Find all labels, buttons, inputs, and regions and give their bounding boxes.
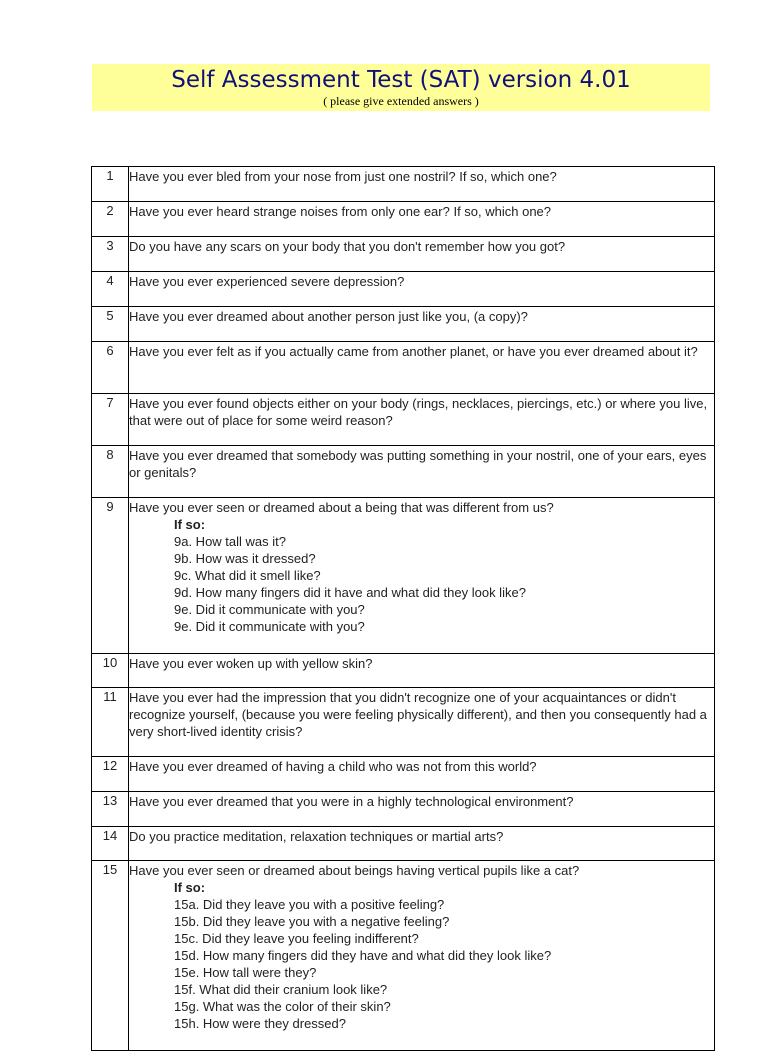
question-number: 9	[92, 498, 129, 654]
sub-question: 15f. What did their cranium look like?	[174, 982, 388, 997]
question-cell	[129, 861, 715, 1051]
question-cell	[129, 827, 715, 861]
question-cell	[129, 688, 715, 757]
table-row	[92, 827, 715, 861]
table-row	[92, 167, 715, 202]
sub-question: 9d. How many fingers did it have and what did they look like?	[174, 585, 526, 600]
question-text: Have you ever dreamed of having a child who was not from this world?	[129, 759, 537, 774]
table-row	[92, 498, 715, 654]
question-text: Have you ever heard strange noises from only one ear? If so, which one?	[129, 204, 552, 219]
sub-question: 9b. How was it dressed?	[174, 551, 316, 566]
table-row	[92, 792, 715, 827]
table-row	[92, 446, 715, 498]
table-row	[92, 237, 715, 272]
question-text: Have you ever dreamed about another person just like you, (a copy)?	[129, 309, 528, 324]
question-cell	[129, 757, 715, 792]
question-cell	[129, 167, 715, 202]
table-row	[92, 272, 715, 307]
page-subtitle: ( please give extended answers )	[323, 94, 479, 108]
sub-question: 15h. How were they dressed?	[174, 1016, 346, 1031]
question-number: 14	[92, 827, 129, 861]
table-row	[92, 342, 715, 394]
question-number: 13	[92, 792, 129, 827]
if-so-label: If so:	[174, 880, 206, 895]
questions-table	[91, 166, 715, 1051]
table-row	[92, 688, 715, 757]
sub-question: 15a. Did they leave you with a positive feeling?	[174, 897, 445, 912]
question-number: 11	[92, 688, 129, 757]
question-number: 1	[92, 167, 129, 202]
question-cell	[129, 342, 715, 394]
sub-question: 9e. Did it communicate with you?	[174, 619, 365, 634]
sub-question: 9c. What did it smell like?	[174, 568, 321, 583]
title-banner	[92, 64, 710, 111]
sub-question: 15g. What was the color of their skin?	[174, 999, 391, 1014]
table-row	[92, 654, 715, 688]
table-row	[92, 394, 715, 446]
sub-question: 15d. How many fingers did they have and what did they look like?	[174, 948, 552, 963]
sub-question: 15c. Did they leave you feeling indifferent?	[174, 931, 419, 946]
question-cell	[129, 654, 715, 688]
question-number: 3	[92, 237, 129, 272]
question-text: Have you ever seen or dreamed about beings having vertical pupils like a cat?	[129, 863, 580, 878]
question-text: Have you ever woken up with yellow skin?	[129, 656, 373, 671]
question-number: 10	[92, 654, 129, 688]
question-text: Have you ever dreamed that somebody was putting something in your nostril, one of your ears, eyes or genitals?	[129, 448, 707, 480]
page-title: Self Assessment Test (SAT) version 4.01	[171, 67, 631, 93]
question-text: Have you ever felt as if you actually came from another planet, or have you ever dreamed about it?	[129, 344, 698, 359]
table-row	[92, 202, 715, 237]
question-number: 8	[92, 446, 129, 498]
sub-question: 15e. How tall were they?	[174, 965, 317, 980]
question-cell	[129, 394, 715, 446]
question-text: Have you ever dreamed that you were in a highly technological environment?	[129, 794, 574, 809]
question-cell	[129, 272, 715, 307]
question-number: 5	[92, 307, 129, 342]
question-cell	[129, 498, 715, 654]
sub-question: 15b. Did they leave you with a negative feeling?	[174, 914, 450, 929]
question-cell	[129, 307, 715, 342]
question-number: 2	[92, 202, 129, 237]
question-number: 12	[92, 757, 129, 792]
question-text: Do you practice meditation, relaxation techniques or martial arts?	[129, 829, 504, 844]
sub-question: 9a. How tall was it?	[174, 534, 286, 549]
question-cell	[129, 237, 715, 272]
question-number: 15	[92, 861, 129, 1051]
question-cell	[129, 202, 715, 237]
question-text: Have you ever seen or dreamed about a being that was different from us?	[129, 500, 554, 515]
table-row	[92, 757, 715, 792]
question-number: 6	[92, 342, 129, 394]
question-number: 4	[92, 272, 129, 307]
question-cell	[129, 792, 715, 827]
table-row	[92, 307, 715, 342]
sub-question: 9e. Did it communicate with you?	[174, 602, 365, 617]
question-text: Have you ever had the impression that you didn't recognize one of your acquaintances or didn't recognize yourself, (because you were feeling physically different), and then you consequently had a very short-lived identity crisis?	[129, 690, 707, 739]
question-number: 7	[92, 394, 129, 446]
if-so-label: If so:	[174, 517, 206, 532]
question-cell	[129, 446, 715, 498]
question-text: Have you ever bled from your nose from just one nostril? If so, which one?	[129, 169, 557, 184]
question-text: Have you ever found objects either on your body (rings, necklaces, piercings, etc.) or where you live, that were out of place for some weird reason?	[129, 396, 708, 428]
question-text: Have you ever experienced severe depression?	[129, 274, 405, 289]
question-text: Do you have any scars on your body that you don't remember how you got?	[129, 239, 566, 254]
table-row	[92, 861, 715, 1051]
